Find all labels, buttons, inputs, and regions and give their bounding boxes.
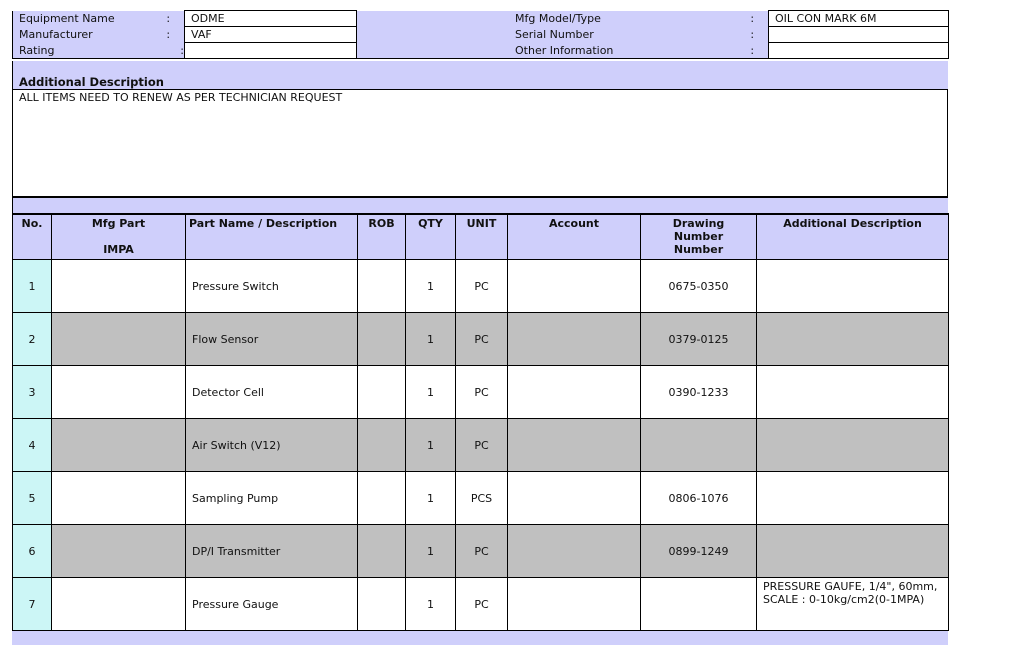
item-rob	[358, 525, 406, 578]
header-rob: ROB	[358, 214, 406, 260]
item-qty: 1	[406, 366, 456, 419]
item-mfg-part	[52, 260, 186, 313]
equipment-row	[13, 27, 949, 43]
additional-description-header	[12, 61, 948, 89]
item-additional-description	[757, 472, 949, 525]
items-header-row	[13, 214, 949, 260]
item-qty: 1	[406, 260, 456, 313]
mfg-model-value: OIL CON MARK 6M	[769, 11, 949, 27]
header-qty: QTY	[406, 214, 456, 260]
item-account	[508, 578, 641, 631]
item-mfg-part	[52, 472, 186, 525]
item-account	[508, 366, 641, 419]
item-drawing-number	[641, 578, 757, 631]
item-number: 1	[13, 260, 52, 313]
item-account	[508, 525, 641, 578]
header-account: Account	[508, 214, 641, 260]
header-part-name: Part Name / Description	[186, 214, 358, 260]
header-spacer	[55, 230, 182, 243]
colon: :	[153, 43, 185, 59]
header-additional-description: Additional Description	[757, 214, 949, 260]
colon: :	[153, 27, 185, 43]
mfg-model-label: Mfg Model/Type	[357, 11, 737, 27]
item-rob	[358, 472, 406, 525]
item-account	[508, 313, 641, 366]
item-drawing-number	[641, 419, 757, 472]
table-row	[13, 313, 949, 366]
item-account	[508, 472, 641, 525]
table-row	[13, 366, 949, 419]
item-part-name: DP/I Transmitter	[186, 525, 358, 578]
equipment-row	[13, 43, 949, 59]
header-no: No.	[13, 214, 52, 260]
item-mfg-part	[52, 419, 186, 472]
header-drawing-number	[641, 214, 757, 260]
item-part-name: Sampling Pump	[186, 472, 358, 525]
item-rob	[358, 419, 406, 472]
colon: :	[737, 11, 769, 27]
other-information-value	[769, 43, 949, 59]
item-qty: 1	[406, 313, 456, 366]
header-drawing-line-1: Drawing	[672, 217, 725, 230]
item-qty: 1	[406, 525, 456, 578]
item-mfg-part	[52, 578, 186, 631]
equipment-name-label: Equipment Name	[13, 11, 153, 27]
header-drawing-line-3: Number	[673, 243, 724, 256]
colon: :	[737, 27, 769, 43]
header-mfg-part-label: Mfg Part	[91, 217, 146, 230]
item-additional-description	[757, 419, 949, 472]
item-number: 4	[13, 419, 52, 472]
item-additional-description	[757, 260, 949, 313]
item-qty: 1	[406, 578, 456, 631]
item-mfg-part	[52, 313, 186, 366]
item-additional-description	[757, 366, 949, 419]
item-unit: PCS	[456, 472, 508, 525]
additional-description-title: Additional Description	[19, 75, 164, 89]
equipment-info-table	[12, 10, 949, 59]
table-row	[13, 419, 949, 472]
additional-description-text: ALL ITEMS NEED TO RENEW AS PER TECHNICIAN REQUEST	[12, 89, 948, 198]
table-row	[13, 260, 949, 313]
footer-bar	[12, 631, 948, 645]
rating-value	[185, 43, 357, 59]
manufacturer-value: VAF	[185, 27, 357, 43]
item-number: 5	[13, 472, 52, 525]
table-row	[13, 578, 949, 631]
colon: :	[153, 11, 185, 27]
items-body	[13, 260, 949, 631]
item-mfg-part	[52, 525, 186, 578]
item-number: 2	[13, 313, 52, 366]
item-qty: 1	[406, 472, 456, 525]
item-unit: PC	[456, 366, 508, 419]
item-drawing-number: 0899-1249	[641, 525, 757, 578]
item-number: 3	[13, 366, 52, 419]
item-unit: PC	[456, 578, 508, 631]
item-unit: PC	[456, 313, 508, 366]
item-drawing-number: 0390-1233	[641, 366, 757, 419]
item-drawing-number: 0806-1076	[641, 472, 757, 525]
table-row	[13, 472, 949, 525]
item-rob	[358, 260, 406, 313]
item-account	[508, 419, 641, 472]
item-part-name: Air Switch (V12)	[186, 419, 358, 472]
item-number: 7	[13, 578, 52, 631]
section-spacer	[12, 198, 948, 213]
header-drawing-line-2: Number	[673, 230, 724, 243]
item-unit: PC	[456, 419, 508, 472]
item-additional-description: PRESSURE GAUFE, 1/4", 60mm, SCALE : 0-10kg/cm2(0-1MPA)	[757, 578, 949, 631]
items-table	[12, 213, 949, 631]
item-rob	[358, 578, 406, 631]
item-unit: PC	[456, 260, 508, 313]
serial-number-label: Serial Number	[357, 27, 737, 43]
equipment-name-value: ODME	[185, 11, 357, 27]
equipment-row	[13, 11, 949, 27]
item-rob	[358, 366, 406, 419]
requisition-form	[12, 10, 948, 645]
manufacturer-label: Manufacturer	[13, 27, 153, 43]
item-rob	[358, 313, 406, 366]
item-additional-description	[757, 313, 949, 366]
rating-label: Rating	[13, 43, 153, 59]
item-part-name: Pressure Switch	[186, 260, 358, 313]
item-part-name: Pressure Gauge	[186, 578, 358, 631]
other-information-label: Other Information	[357, 43, 737, 59]
item-account	[508, 260, 641, 313]
item-drawing-number: 0675-0350	[641, 260, 757, 313]
table-row	[13, 525, 949, 578]
header-mfg-part	[52, 214, 186, 260]
item-additional-description	[757, 525, 949, 578]
serial-number-value	[769, 27, 949, 43]
header-impa-label: IMPA	[103, 243, 134, 256]
colon: :	[737, 43, 769, 59]
header-unit: UNIT	[456, 214, 508, 260]
item-part-name: Flow Sensor	[186, 313, 358, 366]
item-qty: 1	[406, 419, 456, 472]
item-drawing-number: 0379-0125	[641, 313, 757, 366]
item-mfg-part	[52, 366, 186, 419]
item-part-name: Detector Cell	[186, 366, 358, 419]
item-unit: PC	[456, 525, 508, 578]
item-number: 6	[13, 525, 52, 578]
